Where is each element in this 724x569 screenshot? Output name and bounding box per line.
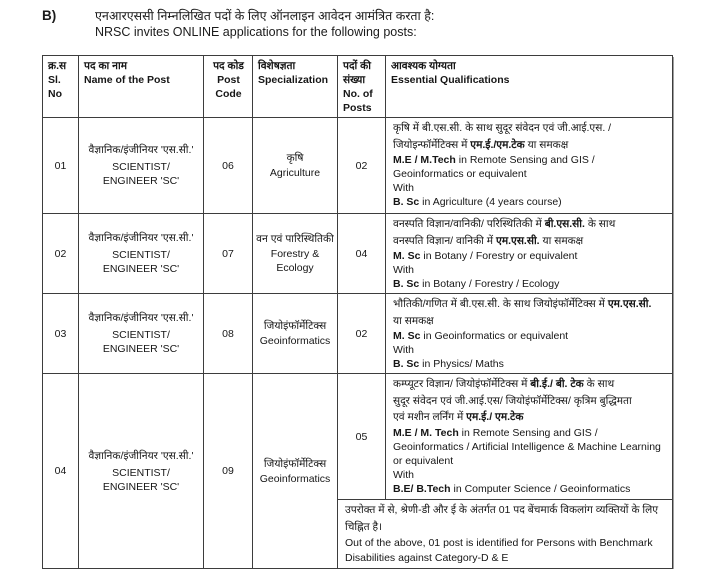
qualification-line — [393, 249, 665, 263]
text-segment: B. Sc — [393, 196, 420, 208]
text-segment: के साथ — [583, 378, 615, 390]
header-post-code-hindi: पद कोड — [213, 60, 244, 72]
text-segment: M.E / M. Tech — [393, 426, 459, 439]
cell-post-code: 06 — [204, 118, 253, 214]
footnote-line — [345, 551, 665, 566]
specialization-english: Agriculture — [269, 167, 321, 179]
text-segment: चिह्नित है। — [345, 521, 383, 533]
cell-specialization — [253, 118, 338, 214]
qualification-line — [393, 137, 665, 154]
specialization-hindi: कृषि — [286, 152, 304, 164]
text-segment: एवं मशीन लर्निंग में — [393, 411, 467, 423]
text-segment: या समकक्ष — [393, 314, 434, 327]
table-row — [43, 294, 673, 374]
cell-num-posts: 02 — [338, 294, 386, 374]
header-sl-no — [43, 56, 79, 118]
header-specialization — [253, 56, 338, 118]
cell-qualifications — [386, 118, 673, 214]
cell-post-code: 09 — [204, 374, 253, 569]
qualification-line — [393, 393, 665, 410]
qualification-line — [393, 343, 665, 357]
text-segment: बी. टेक — [555, 378, 584, 390]
posts-table-body — [43, 118, 673, 569]
text-segment: With — [393, 344, 414, 356]
cell-qualifications — [386, 214, 673, 294]
header-num-posts-english: No. of Posts — [343, 88, 373, 114]
text-segment: जियोइन्फॉर्मेटिक्स में — [393, 138, 471, 151]
text-segment: बी.एस.सी. — [544, 218, 585, 230]
cell-sl-no: 02 — [43, 214, 79, 294]
header-num-posts-hindi: पदों की संख्या — [343, 60, 371, 86]
text-segment: With — [393, 468, 414, 481]
text-segment: With — [393, 264, 414, 276]
cell-post-name — [79, 374, 204, 569]
post-name-english: SCIENTIST/ — [112, 329, 170, 341]
text-segment: भौतिकी/गणित में बी.एस.सी. के साथ जियोइंफॉर्मेटिक्स में — [393, 298, 608, 310]
text-segment: कृषि में बी.एस.सी. के साथ सुदूर संवेदन एवं जी.आई.एस. / — [393, 122, 612, 134]
page-title-english: NRSC invites ONLINE applications for the following posts: — [95, 25, 417, 39]
qualification-line — [393, 216, 665, 233]
cell-post-name — [79, 214, 204, 294]
text-segment: एम.एस.सी. — [496, 234, 540, 247]
qualification-line — [393, 426, 665, 440]
qualification-line — [393, 167, 665, 181]
specialization-english: Geoinformatics — [259, 472, 331, 485]
footnote-line — [345, 536, 665, 551]
text-segment: वनस्पति विज्ञान/वानिकी/ परिस्थितिकी में — [393, 218, 545, 230]
qualification-line — [393, 233, 665, 250]
title-block — [0, 0, 724, 40]
qualification-line — [393, 296, 665, 313]
qualification-line — [393, 263, 665, 277]
header-sl-no-hindi: क्र.स — [48, 60, 67, 72]
specialization-hindi: जियोइंफॉर्मेटिक्स — [263, 457, 327, 470]
qualification-line — [393, 181, 665, 195]
cell-qualifications — [386, 294, 673, 374]
cell-num-posts: 02 — [338, 118, 386, 214]
qualification-line — [393, 482, 665, 496]
qualification-line — [393, 153, 665, 167]
table-row — [43, 214, 673, 294]
header-post-name — [79, 56, 204, 118]
text-segment: एम.एस.सी. — [607, 298, 652, 310]
post-name-hindi: वैज्ञानिक/इंजीनियर 'एस.सी.' — [88, 449, 194, 462]
text-segment: M. Sc — [393, 330, 421, 342]
text-segment: कम्प्यूटर विज्ञान/ जियोइंफॉर्मेटिक्स में — [393, 378, 531, 390]
text-segment: B. Sc — [393, 358, 420, 370]
text-segment: या समकक्ष — [524, 138, 569, 151]
header-post-code — [204, 56, 253, 118]
text-segment: in Remote Sensing and GIS / — [455, 154, 595, 166]
cell-sl-no: 04 — [43, 374, 79, 569]
post-name-english: SCIENTIST/ — [112, 249, 170, 261]
cell-sl-no: 03 — [43, 294, 79, 374]
text-segment: M. Sc — [393, 250, 421, 262]
header-specialization-hindi: विशेषज्ञता — [258, 60, 296, 72]
qualification-line — [393, 454, 665, 468]
section-label: B) — [42, 8, 57, 23]
qualification-line — [393, 376, 665, 393]
post-name-english: ENGINEER 'SC' — [102, 343, 180, 355]
text-segment: or equivalent — [393, 454, 454, 467]
header-qualifications — [386, 56, 673, 118]
qualification-line — [393, 357, 665, 371]
post-name-english: ENGINEER 'SC' — [102, 480, 180, 493]
text-segment: Disabilities against Category-D & E — [345, 552, 509, 564]
header-post-name-english: Name of the Post — [84, 74, 170, 86]
qualification-line — [393, 468, 665, 482]
text-segment: in Physics/ Maths — [419, 358, 504, 370]
cell-qualifications — [386, 374, 673, 500]
text-segment: एम.ई./ एम.टेक — [466, 411, 524, 423]
specialization-hindi: जियोइंफॉर्मेटिक्स — [263, 320, 327, 332]
posts-table — [42, 55, 673, 569]
qualification-line — [393, 409, 665, 426]
post-name-hindi: वैज्ञानिक/इंजीनियर 'एस.सी.' — [88, 312, 194, 324]
qualification-line — [393, 195, 665, 209]
cell-post-name — [79, 294, 204, 374]
specialization-english: Forestry & Ecology — [270, 248, 320, 274]
post-name-hindi: वैज्ञानिक/इंजीनियर 'एस.सी.' — [88, 144, 194, 156]
specialization-hindi: वन एवं पारिस्थितिकी — [256, 233, 334, 245]
text-segment: M.E / M.Tech — [393, 154, 456, 166]
qualification-line — [393, 120, 665, 137]
page-title-hindi: एनआरएससी निम्नलिखित पदों के लिए ऑनलाइन आवेदन आमंत्रित करता है: — [95, 9, 435, 23]
text-segment: या समकक्ष — [539, 234, 584, 247]
header-qualifications-hindi: आवश्यक योग्यता — [391, 60, 456, 72]
cell-specialization — [253, 374, 338, 569]
table-row — [43, 118, 673, 214]
text-segment: सुदूर संवेदन एवं जी.आई.एस/ जियोइंफॉर्मेटिक्स/ कृत्रिम बुद्धिमता — [393, 394, 632, 407]
cell-post-code: 08 — [204, 294, 253, 374]
cell-sl-no: 01 — [43, 118, 79, 214]
header-qualifications-english: Essential Qualifications — [391, 74, 510, 86]
text-segment: in Geoinformatics or equivalent — [420, 330, 569, 342]
text-segment: B. Sc — [393, 278, 420, 290]
post-name-english: SCIENTIST/ — [112, 466, 170, 479]
text-segment: उपरोक्त में से, श्रेणी-डी और ई के अंतर्गत 01 पद बेंचमार्क विकलांग व्यक्तियों के लिए — [345, 504, 659, 516]
page-title — [95, 8, 434, 40]
footnote-line — [345, 519, 665, 536]
cell-specialization — [253, 214, 338, 294]
text-segment: in Remote Sensing and GIS / — [458, 426, 598, 439]
post-name-english: ENGINEER 'SC' — [102, 175, 180, 187]
table-row — [43, 374, 673, 500]
text-segment: in Botany / Forestry / Ecology — [419, 278, 560, 290]
text-segment: in Agriculture (4 years course) — [419, 196, 562, 208]
header-post-code-english: Post Code — [215, 74, 242, 100]
qualification-line — [393, 440, 665, 454]
text-segment: Geoinformatics or equivalent — [393, 168, 527, 180]
qualification-line — [393, 329, 665, 343]
footnote-line — [345, 502, 665, 519]
qualification-line — [393, 313, 665, 330]
header-row — [43, 56, 673, 118]
cell-specialization — [253, 294, 338, 374]
text-segment: B.E/ B.Tech — [393, 482, 451, 495]
text-segment: Geoinformatics / Artificial Intelligence & Machine Learning — [393, 440, 661, 453]
text-segment: वनस्पति विज्ञान/ वानिकी में — [393, 234, 497, 247]
header-num-posts — [338, 56, 386, 118]
header-specialization-english: Specialization — [258, 74, 329, 86]
posts-table-head — [43, 56, 673, 118]
post-name-hindi: वैज्ञानिक/इंजीनियर 'एस.सी.' — [88, 232, 194, 244]
specialization-english: Geoinformatics — [259, 335, 331, 347]
text-segment: With — [393, 182, 414, 194]
cell-num-posts: 05 — [338, 374, 386, 500]
text-segment: Out of the above, 01 post is identified for Persons with Benchmark — [345, 537, 653, 549]
cell-post-name — [79, 118, 204, 214]
text-segment: एम.ई./एम.टेक — [470, 138, 525, 151]
text-segment: के साथ — [584, 218, 616, 230]
header-post-name-hindi: पद का नाम — [84, 60, 127, 72]
qualification-line — [393, 277, 665, 291]
text-segment: in Botany / Forestry or equivalent — [420, 250, 578, 262]
cell-num-posts: 04 — [338, 214, 386, 294]
post-name-english: ENGINEER 'SC' — [102, 263, 180, 275]
text-segment: in Computer Science / Geoinformatics — [450, 482, 631, 495]
text-segment: बी.ई./ — [530, 378, 553, 390]
footnote-cell — [338, 500, 673, 569]
post-name-english: SCIENTIST/ — [112, 161, 170, 173]
header-sl-no-english: Sl. No — [48, 74, 62, 100]
cell-post-code: 07 — [204, 214, 253, 294]
